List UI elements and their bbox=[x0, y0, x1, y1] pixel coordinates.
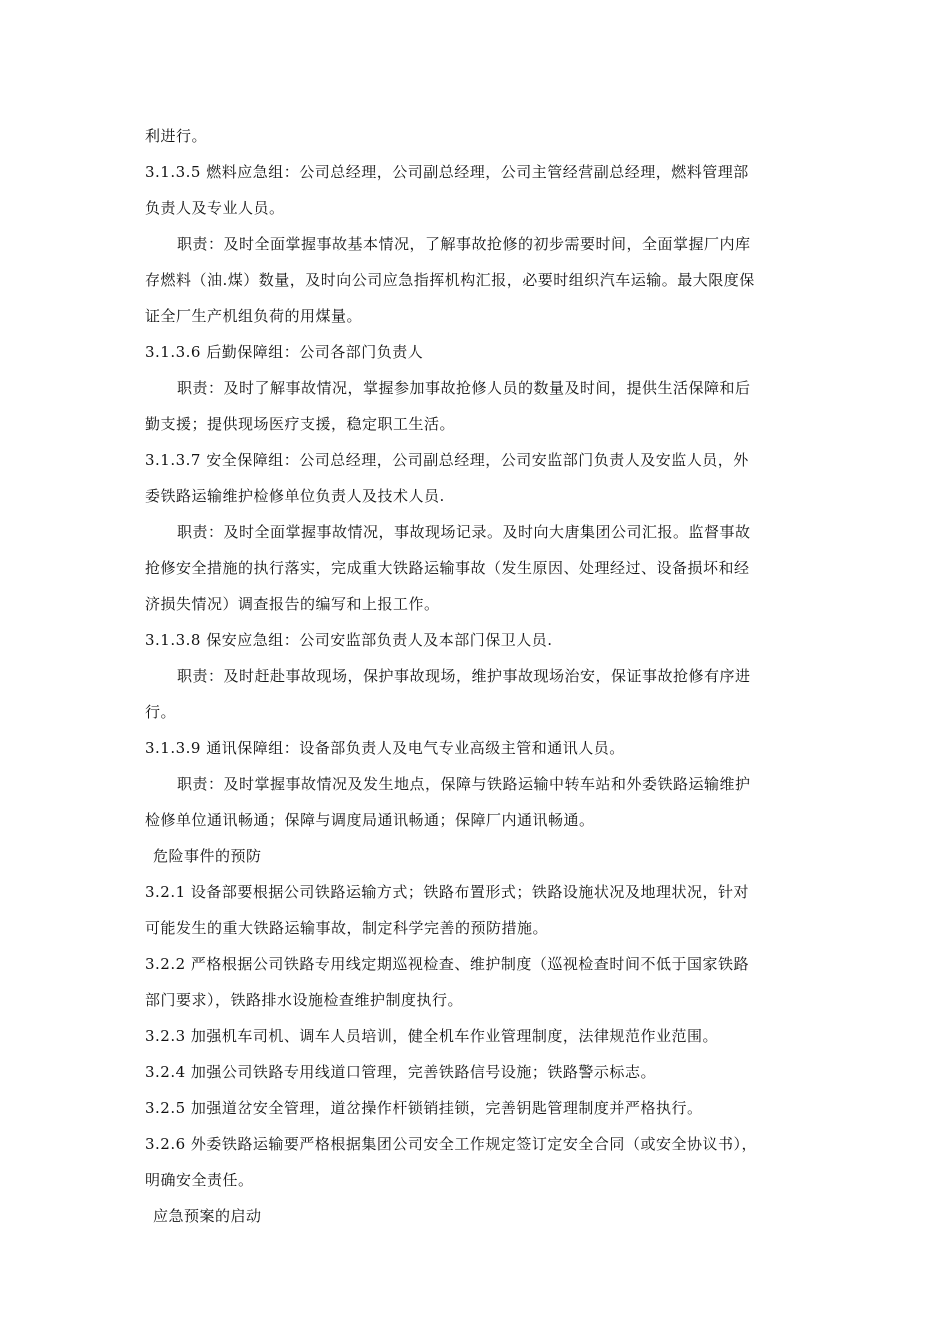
text-line: 检修单位通讯畅通；保障与调度局通讯畅通；保障厂内通讯畅通。 bbox=[145, 811, 595, 829]
text-line: 行。 bbox=[145, 703, 177, 721]
text-line: 负责人及专业人员。 bbox=[145, 199, 285, 217]
duty-paragraph: 职责：及时全面掌握事故情况，事故现场记录。及时向大唐集团公司汇报。监督事故 bbox=[177, 523, 751, 541]
clause-3-2-2: 3.2.2 严格根据公司铁路专用线定期巡视检查、维护制度（巡视检查时间不低于国家铁路 bbox=[145, 955, 749, 973]
clause-3-2-1: 3.2.1 设备部要根据公司铁路运输方式；铁路布置形式；铁路设施状况及地理状况，针对 bbox=[145, 883, 749, 901]
clause-3-1-3-6: 3.1.3.6 后勤保障组：公司各部门负责人 bbox=[145, 343, 424, 361]
duty-paragraph: 职责：及时了解事故情况，掌握参加事故抢修人员的数量及时间，提供生活保障和后 bbox=[177, 379, 751, 397]
text-line: 利进行。 bbox=[145, 127, 208, 145]
text-line: 委铁路运输维护检修单位负责人及技术人员. bbox=[145, 487, 445, 505]
text-line: 可能发生的重大铁路运输事故，制定科学完善的预防措施。 bbox=[145, 919, 549, 937]
clause-3-2-4: 3.2.4 加强公司铁路专用线道口管理，完善铁路信号设施；铁路警示标志。 bbox=[145, 1063, 656, 1081]
text-line: 勤支援；提供现场医疗支援，稳定职工生活。 bbox=[145, 415, 456, 433]
text-line: 抢修安全措施的执行落实，完成重大铁路运输事故（发生原因、处理经过、设备损坏和经 bbox=[145, 559, 750, 577]
text-line: 明确安全责任。 bbox=[145, 1171, 254, 1189]
clause-3-2-5: 3.2.5 加强道岔安全管理，道岔操作杆锁销挂锁，完善钥匙管理制度并严格执行。 bbox=[145, 1099, 703, 1117]
clause-3-2-3: 3.2.3 加强机车司机、调车人员培训，健全机车作业管理制度，法律规范作业范围。 bbox=[145, 1027, 718, 1045]
clause-3-1-3-8: 3.1.3.8 保安应急组：公司安监部负责人及本部门保卫人员. bbox=[145, 631, 553, 649]
clause-3-1-3-7: 3.1.3.7 安全保障组：公司总经理，公司副总经理，公司安监部门负责人及安监人员，外 bbox=[145, 451, 749, 469]
clause-3-2-6: 3.2.6 外委铁路运输要严格根据集团公司安全工作规定签订定安全合同（或安全协议书）， bbox=[145, 1135, 757, 1153]
text-line: 证全厂生产机组负荷的用煤量。 bbox=[145, 307, 363, 325]
clause-3-1-3-5: 3.1.3.5 燃料应急组：公司总经理，公司副总经理，公司主管经营副总经理，燃料管理部 bbox=[145, 163, 749, 181]
duty-paragraph: 职责：及时赶赴事故现场，保护事故现场，维护事故现场治安，保证事故抢修有序进 bbox=[177, 667, 751, 685]
text-line: 存燃料（油.煤）数量，及时向公司应急指挥机构汇报，必要时组织汽车运输。最大限度保 bbox=[145, 271, 755, 289]
clause-3-1-3-9: 3.1.3.9 通讯保障组：设备部负责人及电气专业高级主管和通讯人员。 bbox=[145, 739, 625, 757]
section-heading-activation: 应急预案的启动 bbox=[153, 1207, 262, 1225]
duty-paragraph: 职责：及时全面掌握事故基本情况，了解事故抢修的初步需要时间，全面掌握厂内库 bbox=[177, 235, 751, 253]
document-body bbox=[145, 118, 817, 1234]
section-heading-prevention: 危险事件的预防 bbox=[153, 847, 262, 865]
text-line: 部门要求），铁路排水设施检查维护制度执行。 bbox=[145, 991, 464, 1009]
text-line: 济损失情况）调查报告的编写和上报工作。 bbox=[145, 595, 440, 613]
duty-paragraph: 职责：及时掌握事故情况及发生地点，保障与铁路运输中转车站和外委铁路运输维护 bbox=[177, 775, 751, 793]
